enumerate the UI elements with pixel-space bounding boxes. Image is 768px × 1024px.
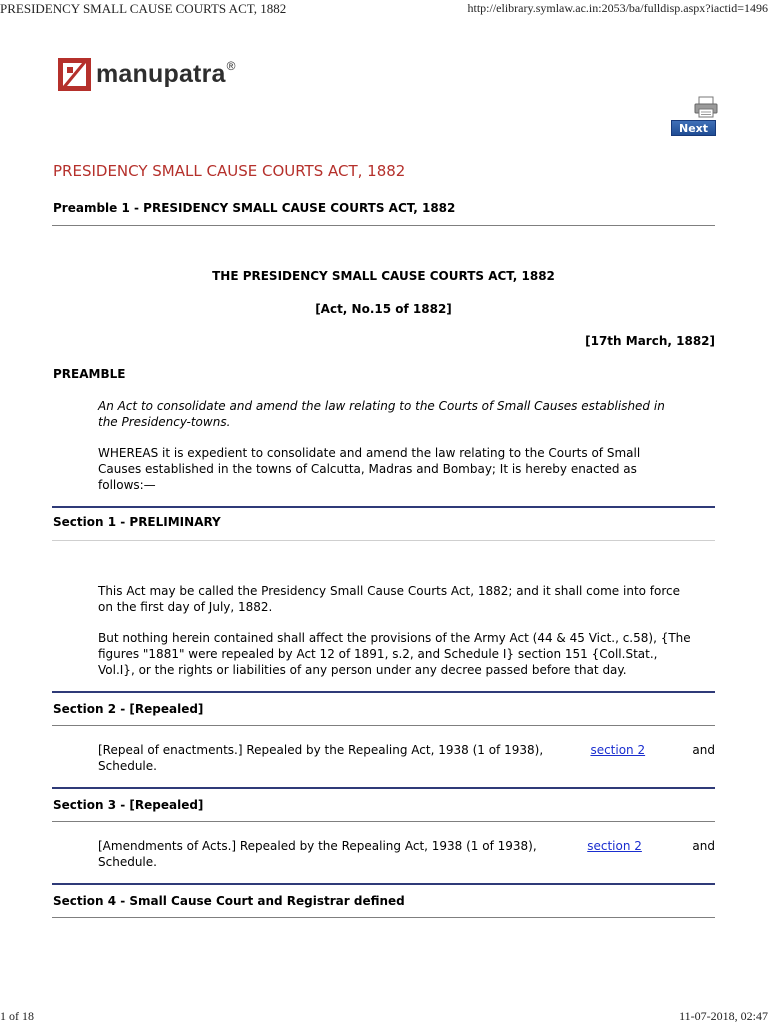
preamble-text-line: An Act to consolidate and amend the law relating to the Courts of Small Causes established in — [98, 399, 665, 413]
section-2-heading: Section 2 - [Repealed] — [53, 702, 204, 716]
act-date: [17th March, 1882] — [585, 334, 715, 348]
next-button[interactable]: Next — [671, 120, 716, 136]
section-divider — [52, 883, 715, 885]
divider — [52, 540, 715, 541]
logo-registered-mark: ® — [226, 58, 236, 73]
section-3-link[interactable]: section 2 — [587, 839, 642, 853]
printer-icon[interactable] — [694, 96, 718, 118]
section-1-text-line: Vol.I}, or the rights or liabilities of any person under any decree passed before that day. — [98, 663, 627, 677]
act-number: [Act, No.15 of 1882] — [315, 302, 452, 316]
section-divider — [52, 691, 715, 693]
manupatra-logo[interactable] — [58, 58, 235, 91]
divider — [52, 917, 715, 918]
section-3-text: and — [692, 839, 715, 853]
divider — [52, 821, 715, 822]
logo-text: manupatra — [96, 60, 226, 88]
whereas-text-line: follows:— — [98, 478, 156, 492]
section-1-text-line: figures "1881" were repealed by Act 12 of 1891, s.2, and Schedule I} section 151 {Coll.Stat., — [98, 647, 658, 661]
section-3-text: [Amendments of Acts.] Repealed by the Repealing Act, 1938 (1 of 1938), — [98, 839, 537, 853]
section-2-text: [Repeal of enactments.] Repealed by the Repealing Act, 1938 (1 of 1938), — [98, 743, 544, 757]
section-divider — [52, 506, 715, 508]
section-2-text: and — [692, 743, 715, 757]
manupatra-logo-icon — [58, 58, 91, 91]
section-1-text-line: on the first day of July, 1882. — [98, 600, 273, 614]
preamble-text-line: the Presidency-towns. — [98, 415, 231, 429]
section-3-text-line — [98, 838, 715, 854]
section-3-text-line: Schedule. — [98, 855, 157, 869]
print-header-title: PRESIDENCY SMALL CAUSE COURTS ACT, 1882 — [0, 1, 287, 16]
section-2-link[interactable]: section 2 — [590, 743, 646, 757]
section-1-text-line: But nothing herein contained shall affect the provisions of the Army Act (44 & 45 Vict., c.58), {The — [98, 631, 691, 645]
preamble-label: PREAMBLE — [53, 367, 126, 381]
section-3-heading: Section 3 - [Repealed] — [53, 798, 204, 812]
print-footer-datetime: 11-07-2018, 02:47 — [679, 1009, 768, 1023]
divider — [52, 225, 715, 226]
section-2-text-line: Schedule. — [98, 759, 157, 773]
divider — [52, 725, 715, 726]
print-footer-page: 1 of 18 — [0, 1009, 34, 1023]
section-1-text-line: This Act may be called the Presidency Small Cause Courts Act, 1882; and it shall come into force — [98, 584, 681, 598]
whereas-text-line: Causes established in the towns of Calcutta, Madras and Bombay; It is hereby enacted as — [98, 462, 637, 476]
section-2-text-line — [98, 742, 715, 758]
page-title: PRESIDENCY SMALL CAUSE COURTS ACT, 1882 — [53, 162, 406, 180]
section-1-heading: Section 1 - PRELIMINARY — [53, 515, 221, 529]
act-title: THE PRESIDENCY SMALL CAUSE COURTS ACT, 1882 — [212, 269, 555, 283]
whereas-text-line: WHEREAS it is expedient to consolidate and amend the law relating to the Courts of Small — [98, 446, 641, 460]
preamble-heading: Preamble 1 - PRESIDENCY SMALL CAUSE COURTS ACT, 1882 — [53, 201, 456, 215]
section-divider — [52, 787, 715, 789]
print-header-url: http://elibrary.symlaw.ac.in:2053/ba/fulldisp.aspx?iactid=1496 — [467, 1, 768, 15]
section-4-heading: Section 4 - Small Cause Court and Registrar defined — [53, 894, 405, 908]
